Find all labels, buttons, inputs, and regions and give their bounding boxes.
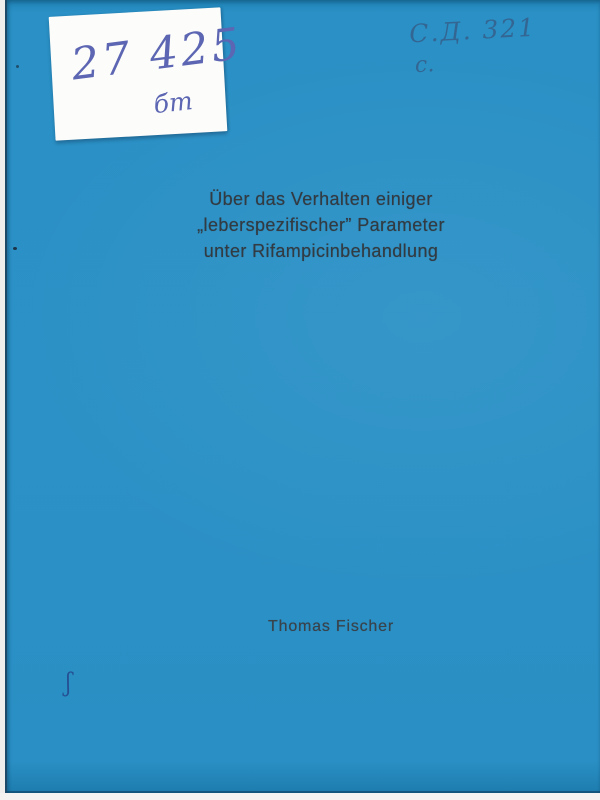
accession-number-handwritten: 27 425 [68,18,246,91]
author-name: Thomas Fischer [268,618,394,635]
stray-pen-mark: ʃ [64,667,73,699]
scan-speck [13,247,17,250]
scan-speck [16,65,19,68]
book-cover [5,0,600,793]
library-accession-sticker [49,7,246,140]
call-number-handwritten [408,12,539,79]
call-number-line1: С.Д. 321 [408,12,537,49]
call-number-line2: с. [414,52,435,79]
title-line-1: Über das Verhalten einiger [209,189,433,209]
title-line-3: unter Rifampicinbehandlung [203,241,439,261]
accession-suffix-handwritten: бт [152,86,195,120]
cover-title [42,186,600,264]
title-line-2: „leberspezifischer” Parameter [197,215,445,235]
scan-margin-bottom [0,793,600,800]
